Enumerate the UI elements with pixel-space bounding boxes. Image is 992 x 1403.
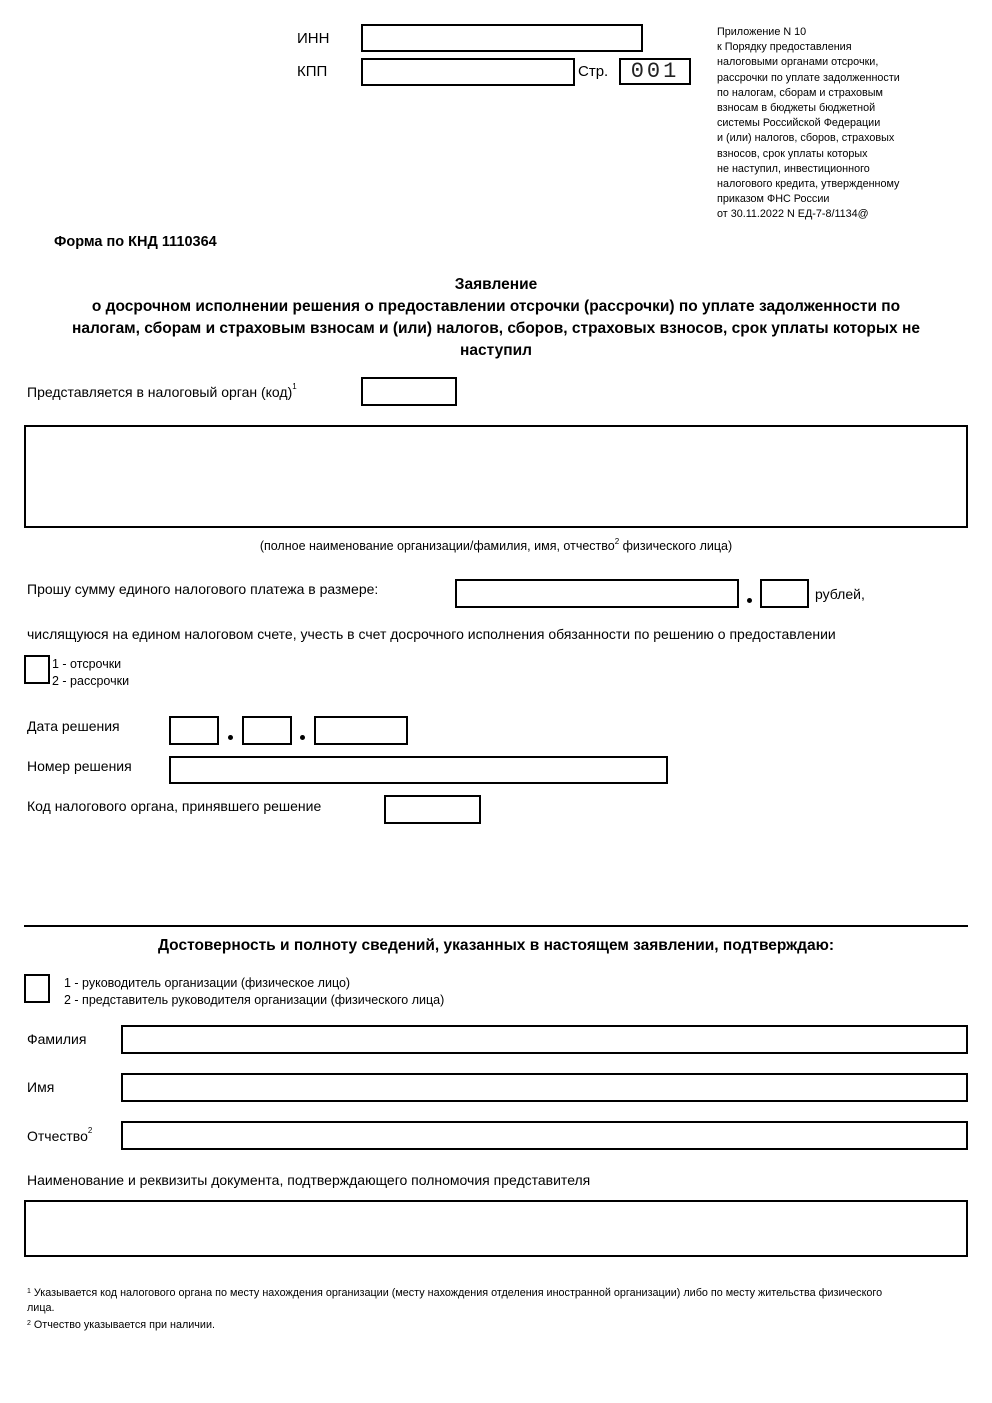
payment-description: числящуюся на едином налоговом счете, учесть в счет досрочного исполнения обязанности по решению о предоставлении: [27, 626, 836, 642]
authority-document-label: Наименование и реквизиты документа, подтверждающего полномочия представителя: [27, 1172, 591, 1188]
appendix-line: взносам в бюджеты бюджетной: [717, 102, 876, 115]
signer-option-representative: 2 - представитель руководителя организации (физического лица): [64, 993, 445, 1007]
inn-label: ИНН: [297, 30, 330, 47]
tax-authority-label-text: Представляется в налоговый орган (код): [27, 384, 293, 400]
signer-option-head: 1 - руководитель организации (физическое лицо): [64, 976, 351, 990]
installment-option: 2 - рассрочки: [52, 674, 130, 688]
payment-kopecks-field[interactable]: [760, 579, 809, 608]
decision-date-day-field[interactable]: [169, 716, 219, 745]
org-name-caption-text: (полное наименование организации/фамилия, имя, отчество: [259, 539, 615, 553]
section-divider: [24, 925, 968, 927]
title-line: наступил: [460, 342, 532, 359]
decision-date-year-field[interactable]: [314, 716, 408, 745]
appendix-line: взносов, срок уплаты которых: [717, 147, 868, 160]
appendix-line: и (или) налогов, сборов, страховых: [717, 132, 895, 145]
confirmation-heading: Достоверность и полноту сведений, указанных в настоящем заявлении, подтверждаю:: [157, 937, 835, 954]
page-title: [20, 274, 972, 362]
tax-authority-code-field[interactable]: [361, 377, 457, 406]
appendix-line: Приложение N 10: [717, 26, 807, 38]
title-line: о досрочном исполнении решения о предоставлении отсрочки (рассрочки) по уплате задолженности по: [91, 298, 901, 315]
patronymic-label: [27, 1128, 92, 1144]
footnote-2: [27, 1318, 215, 1333]
signer-type-checkbox[interactable]: [24, 974, 50, 1003]
payment-rubles-field[interactable]: [455, 579, 739, 608]
footnote-mark: 1: [27, 1288, 31, 1295]
authority-document-field[interactable]: [24, 1200, 968, 1257]
decision-date-month-field[interactable]: [242, 716, 292, 745]
appendix-line: приказом ФНС России: [717, 193, 830, 206]
appendix-line: налогового кредита, утвержденному: [717, 178, 900, 191]
appendix-line: не наступил, инвестиционного: [717, 162, 870, 175]
appendix-note: [717, 25, 900, 223]
patronymic-field[interactable]: [121, 1121, 968, 1150]
inn-field[interactable]: [361, 24, 643, 52]
footnote-1-text: Указывается код налогового органа по месту нахождения организации (месту нахождения отделения иностранной организации) либо по месту жительства физического: [30, 1287, 883, 1299]
decision-authority-code-field[interactable]: [384, 795, 481, 824]
decision-date-label: Дата решения: [27, 718, 120, 734]
name-label: Имя: [27, 1079, 55, 1095]
org-name-caption: [0, 539, 992, 553]
title-line: Заявление: [454, 276, 538, 293]
footnote-mark: 1: [292, 382, 297, 391]
decision-number-label: Номер решения: [27, 758, 132, 774]
deferral-option: 1 - отсрочки: [52, 657, 122, 671]
patronymic-label-text: Отчество: [27, 1128, 88, 1144]
deferral-type-checkbox[interactable]: [24, 655, 50, 684]
appendix-line: к Порядку предоставления: [717, 41, 852, 54]
appendix-line: налоговыми органами отсрочки,: [717, 56, 879, 69]
footnote-1-line: лица.: [27, 1302, 55, 1314]
tax-authority-label: [27, 384, 297, 400]
kpp-label: КПП: [297, 63, 328, 80]
date-separator: [300, 735, 305, 740]
footnote-mark: 2: [27, 1320, 31, 1327]
date-separator: [228, 735, 233, 740]
name-field[interactable]: [121, 1073, 968, 1102]
title-line: налогам, сборам и страховым взносам и (или) налогов, сборов, страховых взносов, срок уплаты которых не: [72, 320, 920, 337]
footnote-mark: 2: [87, 1126, 93, 1135]
appendix-line: рассрочки по уплате задолженности: [717, 71, 900, 84]
org-name-field[interactable]: [24, 425, 968, 528]
footnote-2-text: Отчество указывается при наличии.: [30, 1319, 215, 1331]
kpp-field[interactable]: [361, 58, 575, 86]
payment-amount-label: Прошу сумму единого налогового платежа в размере:: [27, 581, 379, 597]
appendix-line: системы Российской Федерации: [717, 117, 881, 130]
footnote-1-line: [27, 1286, 882, 1301]
page-number: 001: [619, 58, 691, 85]
page-label: Стр.: [578, 63, 609, 80]
form-code: Форма по КНД 1110364: [54, 234, 217, 250]
decision-number-field[interactable]: [169, 756, 668, 784]
decision-authority-label: Код налогового органа, принявшего решение: [27, 798, 322, 814]
org-name-caption-text-end: физического лица): [619, 539, 733, 553]
surname-label: Фамилия: [27, 1031, 87, 1047]
appendix-line: по налогам, сборам и страховым: [717, 86, 883, 99]
footnote-1: [27, 1286, 882, 1316]
surname-field[interactable]: [121, 1025, 968, 1054]
appendix-line: от 30.11.2022 N ЕД-7-8/1134@: [717, 208, 869, 221]
decimal-separator: [747, 598, 752, 603]
footnote-mark: 2: [614, 537, 620, 546]
currency-label: рублей,: [815, 586, 865, 602]
